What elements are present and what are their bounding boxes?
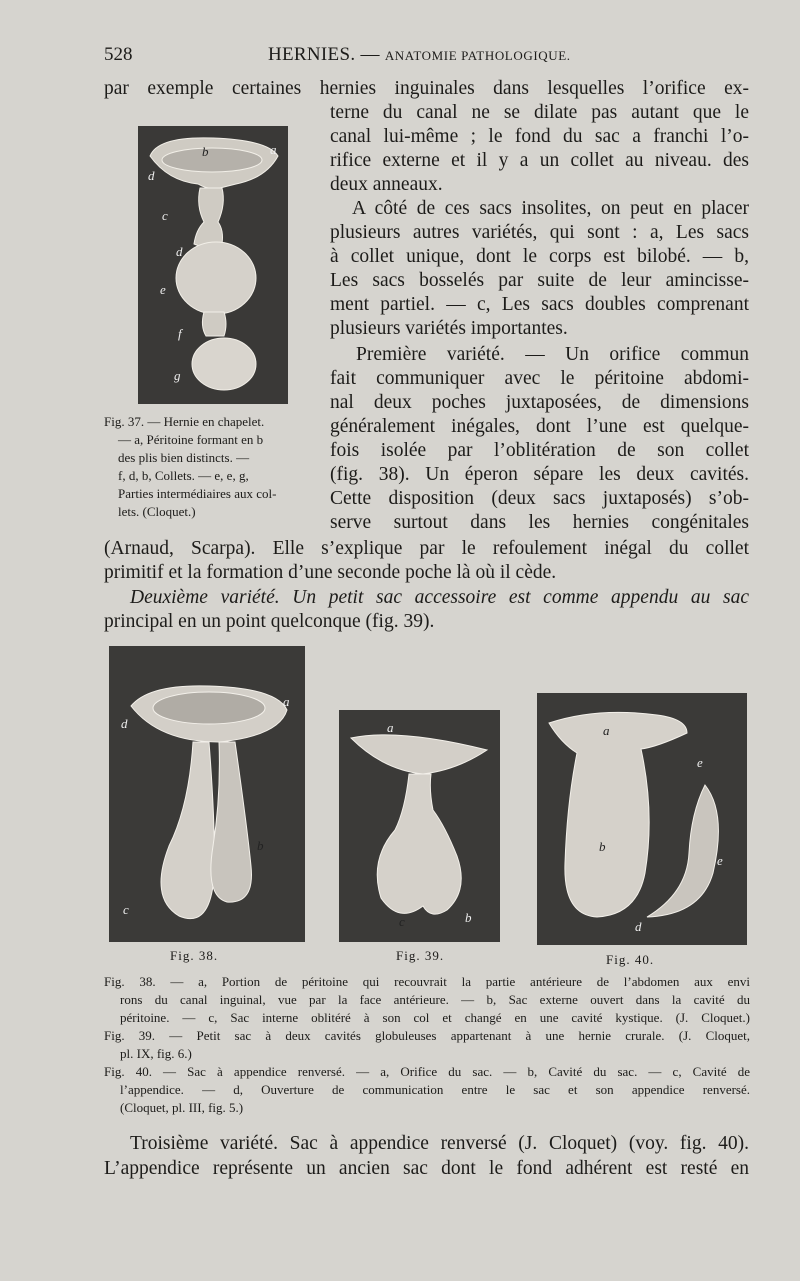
figure-caption-line: Fig. 39. — Petit sac à deux cavités globuleuses appartenant à une hernie crurale. (J. Cloquet,: [104, 1028, 750, 1043]
text-line: Première variété. — Un orifice commun: [356, 344, 749, 365]
text-line: canal lui-même ; le fond du sac a franchi l’o-: [330, 126, 749, 147]
figure-37-caption-line: Parties intermédiaires aux col-: [118, 486, 277, 501]
text-line: à collet unique, dont le corps est bilobé. — b,: [330, 246, 749, 267]
text-line: (fig. 38). Un éperon sépare les deux cavités.: [330, 464, 749, 485]
running-title: [268, 44, 571, 66]
figure-37-caption-line: des plis bien distincts. —: [118, 450, 250, 465]
figure-38-title: Fig. 38.: [170, 948, 219, 963]
text-line: deux anneaux.: [330, 174, 443, 195]
figure-40-title: Fig. 40.: [606, 952, 655, 967]
text-line: terne du canal ne se dilate pas autant que le: [330, 102, 749, 123]
figure-label: d: [635, 919, 643, 934]
figure-label: e: [160, 282, 167, 297]
figure-37-caption-line: — a, Péritoine formant en b: [118, 432, 264, 447]
figure-37-caption-line: lets. (Cloquet.): [118, 504, 196, 519]
figure-caption-line: péritoine. — c, Sac interne oblitéré à son col et changé en une cavité kystique. (J. Cloquet.): [120, 1010, 750, 1025]
figure-caption-line: rons du canal inguinal, vue par la face antérieure. — b, Sac externe ouvert dans la cavité du: [120, 992, 750, 1007]
figure-label: a: [283, 694, 291, 709]
text-line: Les sacs bosselés par suite de leur amincisse-: [330, 270, 749, 291]
header-dash: —: [360, 44, 380, 65]
figure-label: b: [599, 839, 607, 854]
figure-caption-line: pl. IX, fig. 6.): [120, 1046, 192, 1061]
text-line: fois isolée par l’oblitération de son collet: [330, 440, 749, 461]
figure-label: b: [257, 838, 265, 853]
text-line: serve surtout dans les hernies congénitales: [330, 512, 749, 533]
figure-label: d: [121, 716, 129, 731]
text-line: ment partiel. — c, Les sacs doubles comprenant: [330, 294, 749, 315]
text-line: fait communiquer avec le péritoine abdomi-: [330, 368, 749, 389]
figure-37-engraving: [138, 126, 288, 404]
globular-sac-illustration: [339, 710, 500, 942]
figure-label: a: [603, 723, 611, 738]
figure-label: g: [174, 368, 182, 383]
figure-37-caption-line: f, d, b, Collets. — e, e, g,: [118, 468, 249, 483]
text-line: Cette disposition (deux sacs juxtaposés) s’ob-: [330, 488, 749, 509]
double-sac-illustration: [109, 646, 305, 942]
hernia-chaplet-illustration: [138, 126, 288, 404]
figure-label: c: [123, 902, 130, 917]
figure-caption-line: Fig. 40. — Sac à appendice renversé. — a, Orifice du sac. — b, Cavité du sac. — c, Cavité de: [104, 1064, 750, 1079]
figure-label: b: [465, 910, 473, 925]
header-subtitle: ANATOMIE PATHOLOGIQUE.: [384, 48, 571, 63]
figure-label: c: [162, 208, 169, 223]
figure-label: e: [717, 853, 724, 868]
figure-label: a: [270, 142, 278, 157]
figure-caption-line: l’appendice. — d, Ouverture de communication entre le sac et son appendice renversé.: [120, 1082, 750, 1097]
inverted-appendix-sac-illustration: [537, 693, 747, 945]
text-line: généralement inégales, dont l’une est quelque-: [330, 416, 749, 437]
text-line: plusieurs variétés importantes.: [330, 318, 568, 339]
text-line: principal en un point quelconque (fig. 39).: [104, 611, 435, 632]
figure-label: c: [399, 914, 406, 929]
text-line: Deuxième variété. Un petit sac accessoire est comme appendu au sac: [130, 587, 749, 608]
running-header: [104, 44, 754, 70]
figure-40-engraving: [537, 693, 747, 945]
figure-label: e: [697, 755, 704, 770]
figure-caption-line: (Cloquet, pl. III, fig. 5.): [120, 1100, 244, 1115]
figure-label: a: [387, 720, 395, 735]
text-line: plusieurs autres variétés, qui sont : a, Les sacs: [330, 222, 749, 243]
figure-39-title: Fig. 39.: [396, 948, 445, 963]
figure-37-caption-line: Fig. 37. — Hernie en chapelet.: [104, 414, 265, 429]
text-line: L’appendice représente un ancien sac dont le fond adhérent est resté en: [104, 1158, 749, 1179]
figure-label: d: [148, 168, 156, 183]
text-line: par exemple certaines hernies inguinales dans lesquelles l’orifice ex-: [104, 78, 749, 99]
figure-label: b: [202, 144, 210, 159]
figure-39-engraving: [339, 710, 500, 942]
text-line: Troisième variété. Sac à appendice renversé (J. Cloquet) (voy. fig. 40).: [130, 1133, 749, 1154]
figure-label: f: [178, 326, 183, 341]
text-line: (Arnaud, Scarpa). Elle s’explique par le refoulement inégal du collet: [104, 538, 749, 559]
text-line: primitif et la formation d’une seconde poche là où il cède.: [104, 562, 557, 583]
figure-label: d: [176, 244, 184, 259]
text-line: nal deux poches juxtaposées, de dimensions: [330, 392, 749, 413]
header-title: HERNIES.: [268, 44, 356, 65]
text-line: A côté de ces sacs insolites, on peut en placer: [352, 198, 749, 219]
text-line: rifice externe et il y a un collet au niveau. des: [330, 150, 749, 171]
figure-caption-line: Fig. 38. — a, Portion de péritoine qui recouvrait la partie antérieure de l’abdomen aux envi: [104, 974, 750, 989]
figure-38-engraving: [109, 646, 305, 942]
page-number: 528: [104, 44, 133, 65]
